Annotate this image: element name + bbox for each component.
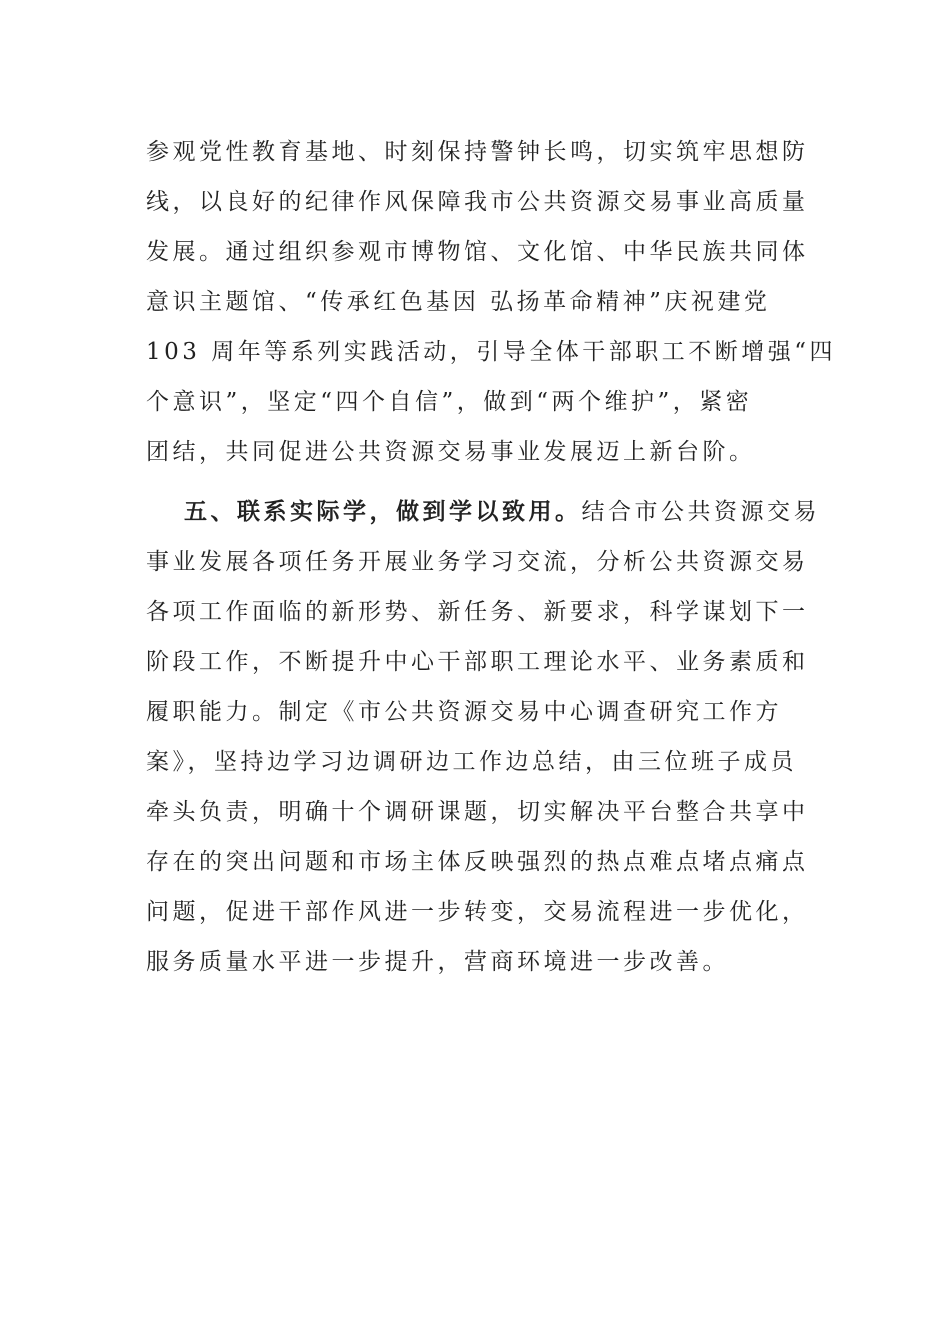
paragraph-1-line: 参观党性教育基地、时刻保持警钟长鸣，切实筑牢思想防 (146, 139, 809, 165)
paragraph-1-line: 发展。通过组织参观市博物馆、文化馆、中华民族共同体 (146, 239, 809, 265)
paragraph-2-line: 服务质量水平进一步提升，营商环境进一步改善。 (146, 949, 729, 975)
paragraph-2-line: 问题，促进干部作风进一步转变，交易流程进一步优化， (146, 899, 809, 925)
paragraph-2-line: 履职能力。制定《市公共资源交易中心调查研究工作方 (146, 699, 782, 725)
paragraph-2-line: 存在的突出问题和市场主体反映强烈的热点难点堵点痛点 (146, 849, 809, 875)
paragraph-1-line: 团结，共同促进公共资源交易事业发展迈上新台阶。 (146, 439, 756, 465)
paragraph-2-line: 各项工作面临的新形势、新任务、新要求，科学谋划下一 (146, 599, 809, 625)
paragraph-2-first-line-text: 结合市公共资源交易 (581, 499, 820, 525)
paragraph-2-line: 事业发展各项任务开展业务学习交流，分析公共资源交易 (146, 549, 809, 575)
paragraph-1-line: 意识主题馆、“传承红色基因 弘扬革命精神”庆祝建党 (146, 289, 771, 315)
paragraph-2-first-line (184, 497, 820, 527)
paragraph-2-line: 阶段工作，不断提升中心干部职工理论水平、业务素质和 (146, 649, 809, 675)
paragraph-2-line: 案》，坚持边学习边调研边工作边总结，由三位班子成员 (146, 749, 797, 775)
paragraph-2-line: 牵头负责，明确十个调研课题，切实解决平台整合共享中 (146, 799, 809, 825)
section-heading: 五、联系实际学，做到学以致用。 (184, 499, 582, 525)
paragraph-1-line: 个意识”，坚定“四个自信”，做到“两个维护”，紧密 (146, 389, 753, 415)
paragraph-1-line: 线，以良好的纪律作风保障我市公共资源交易事业高质量 (146, 189, 809, 215)
paragraph-1-line: 103 周年等系列实践活动，引导全体干部职工不断增强“四 (146, 339, 836, 365)
